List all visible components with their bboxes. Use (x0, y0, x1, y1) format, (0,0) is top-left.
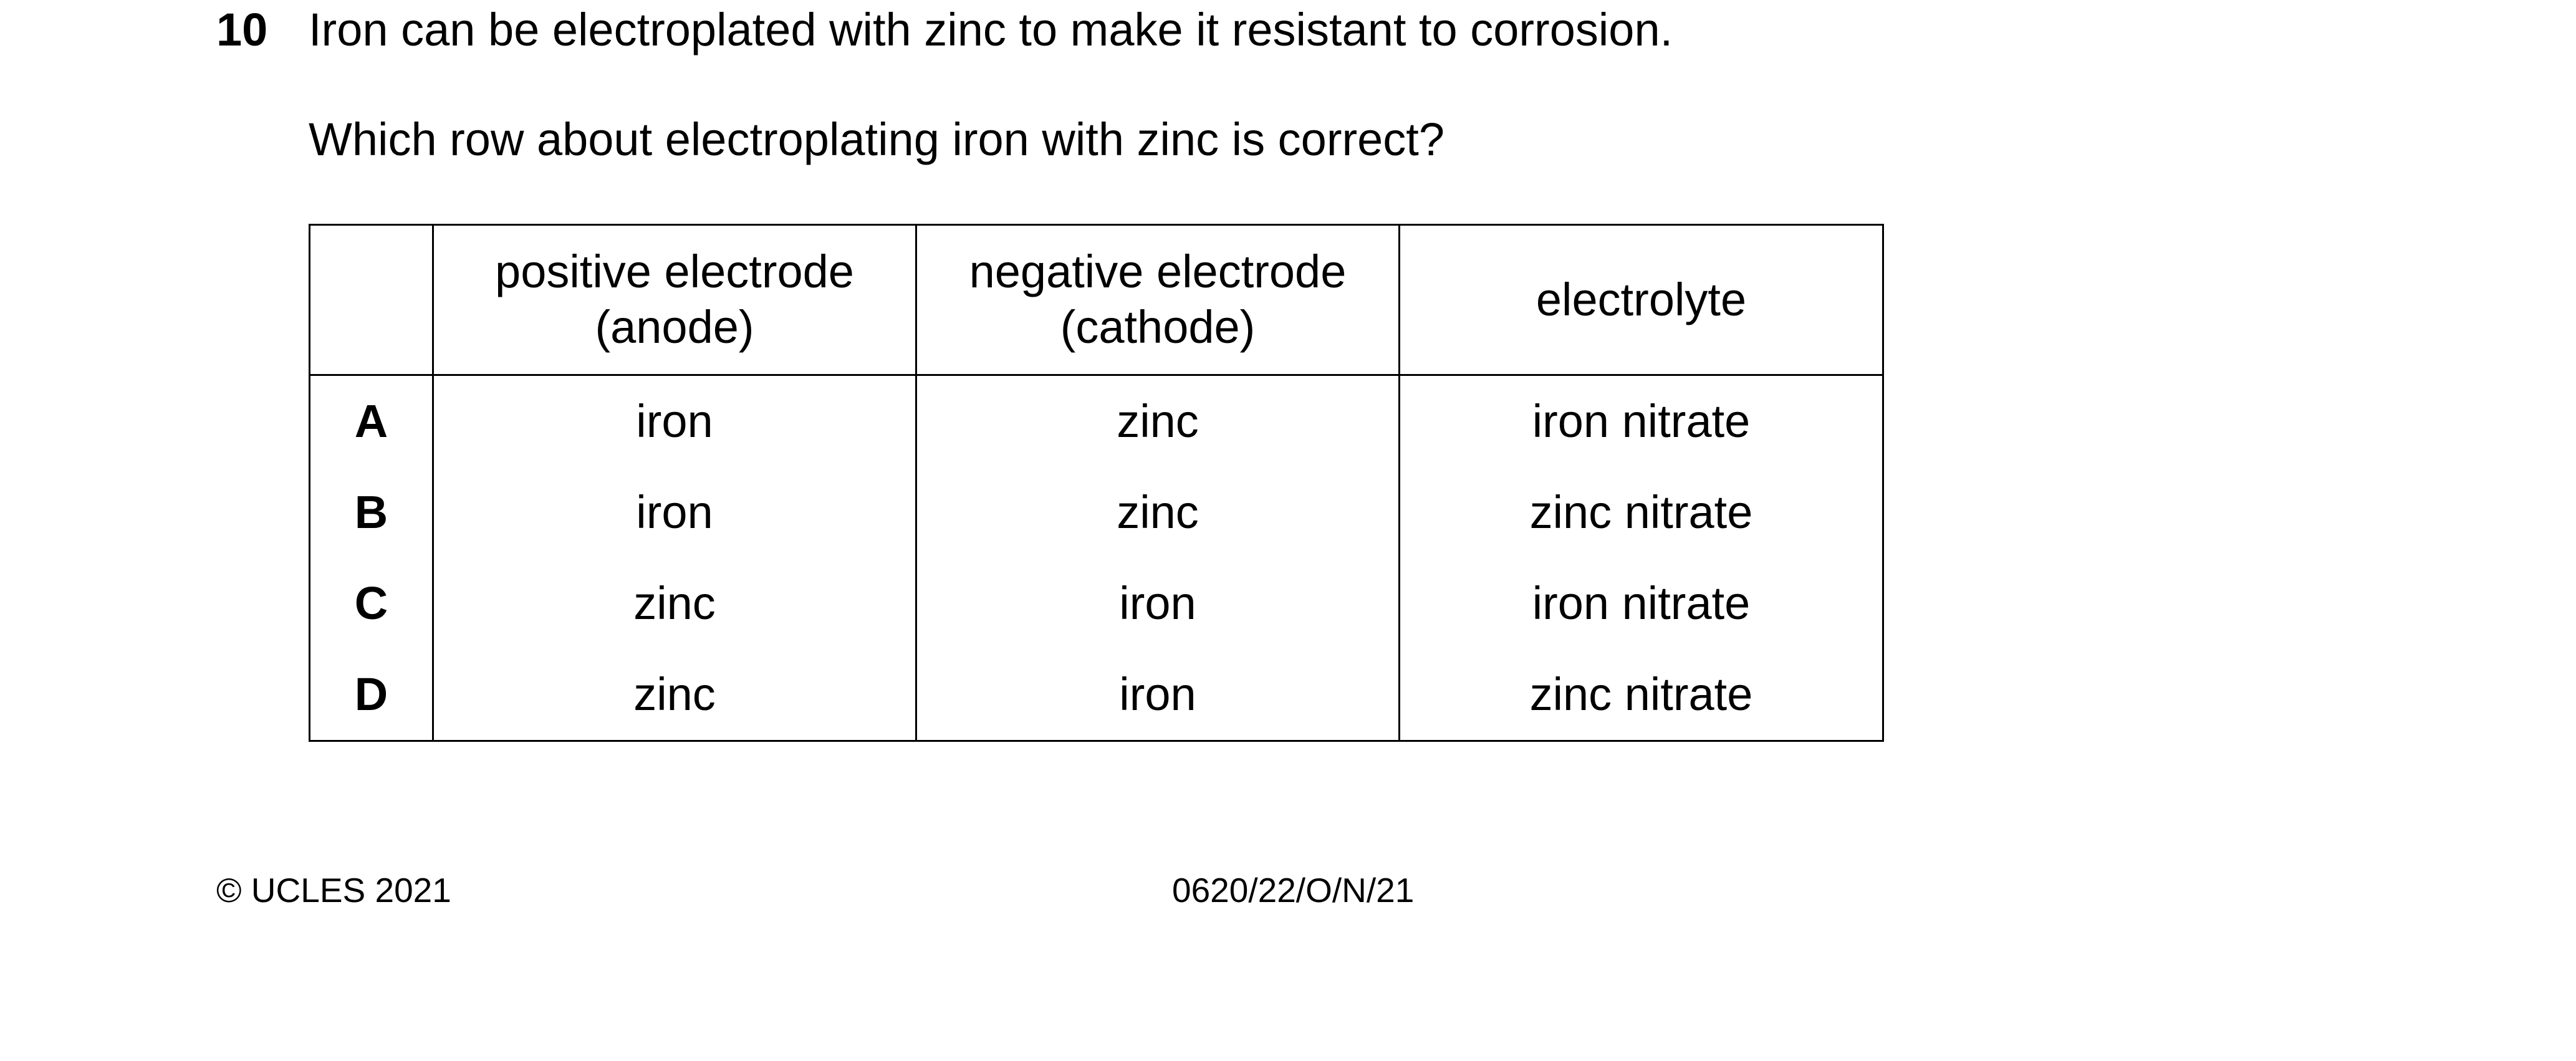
paper-code: 0620/22/O/N/21 (1172, 871, 1415, 910)
question-prompt: Which row about electroplating iron with zinc is correct? (309, 113, 1444, 165)
question-number: 10 (216, 4, 268, 55)
header-corner-cell (310, 225, 433, 375)
header-anode-line2: (anode) (595, 301, 754, 353)
options-table (309, 224, 1884, 742)
cathode-cell: zinc (916, 467, 1400, 558)
table-row-d (310, 649, 1883, 741)
table-row-a (310, 375, 1883, 468)
header-cathode-line2: (cathode) (1060, 301, 1256, 353)
anode-cell: iron (433, 467, 916, 558)
header-anode (433, 225, 916, 375)
cathode-cell: iron (916, 649, 1400, 741)
row-letter: A (310, 375, 433, 468)
copyright-notice: © UCLES 2021 (216, 871, 451, 910)
electrolyte-cell: iron nitrate (1400, 375, 1883, 468)
electrolyte-cell: zinc nitrate (1400, 467, 1883, 558)
header-cathode-line1: negative electrode (969, 246, 1347, 298)
cathode-cell: zinc (916, 375, 1400, 468)
row-letter: D (310, 649, 433, 741)
anode-cell: zinc (433, 558, 916, 649)
header-anode-line1: positive electrode (495, 246, 854, 298)
header-cathode (916, 225, 1400, 375)
electrolyte-cell: zinc nitrate (1400, 649, 1883, 741)
header-electrolyte: electrolyte (1400, 225, 1883, 375)
row-letter: C (310, 558, 433, 649)
question-stem: Iron can be electroplated with zinc to make it resistant to corrosion. (309, 4, 1673, 55)
anode-cell: iron (433, 375, 916, 468)
cathode-cell: iron (916, 558, 1400, 649)
header-row (310, 225, 1883, 375)
electrolyte-cell: iron nitrate (1400, 558, 1883, 649)
table-row-c (310, 558, 1883, 649)
table-row-b (310, 467, 1883, 558)
row-letter: B (310, 467, 433, 558)
anode-cell: zinc (433, 649, 916, 741)
